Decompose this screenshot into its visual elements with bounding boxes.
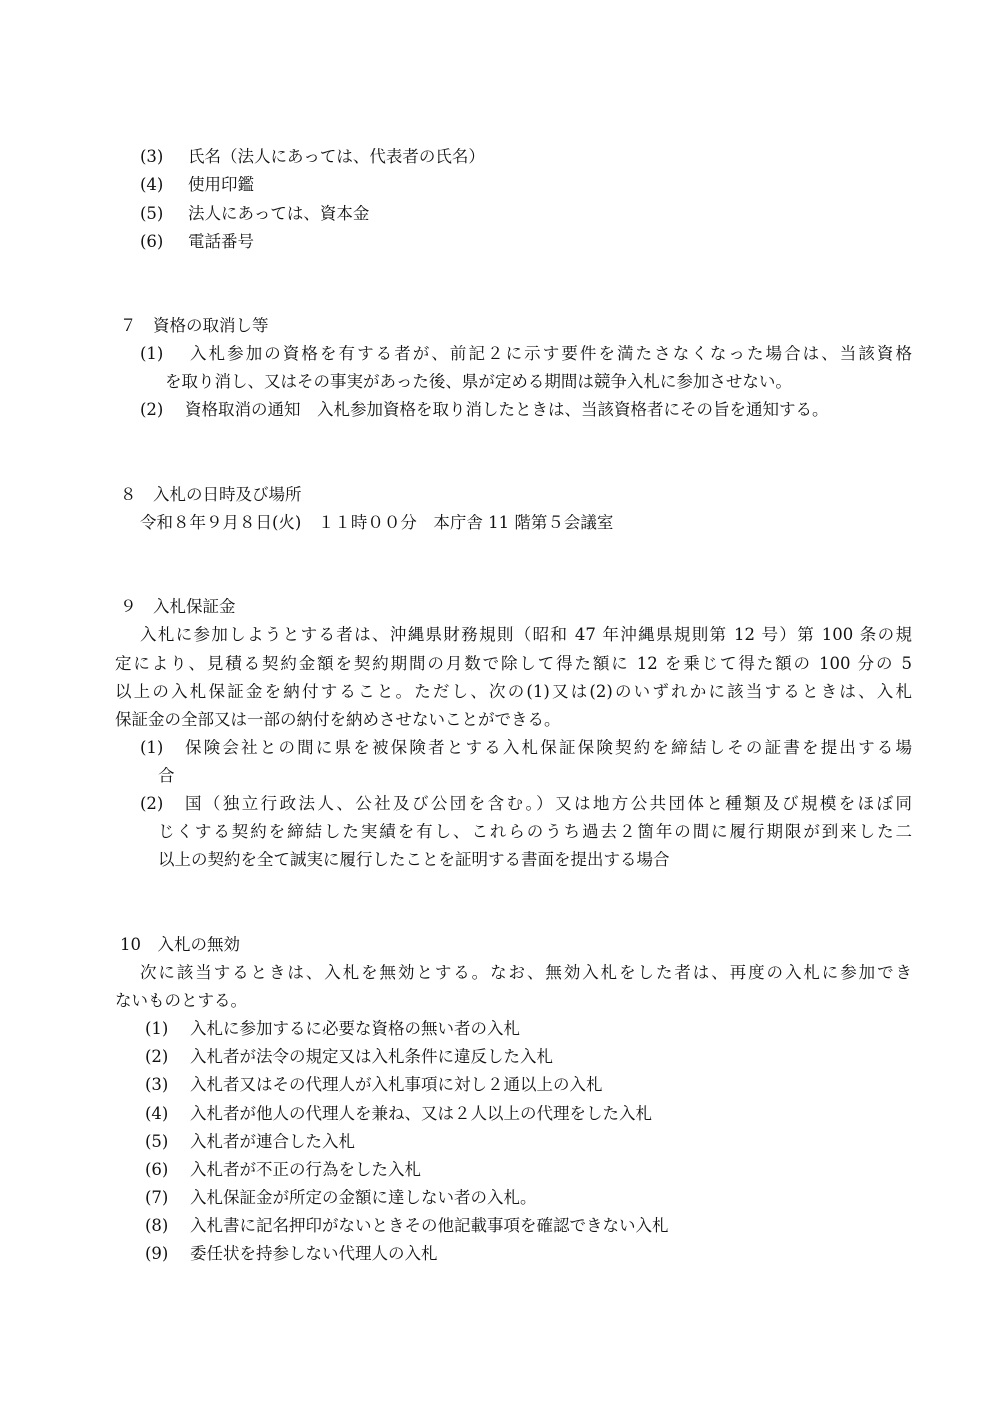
paragraph-line: 保証金の全部又は一部の納付を納めさせないことができる。 xyxy=(115,710,561,729)
item-text: 氏名（法人にあっては、代表者の氏名） xyxy=(188,147,485,166)
list-item xyxy=(140,174,254,196)
list-item-number: (1) xyxy=(140,738,164,757)
item-number: (7) xyxy=(145,1188,169,1207)
list-item xyxy=(145,1131,355,1153)
paragraph-line: 次に該当するときは、入札を無効とする。なお、無効入札をした者は、再度の入札に参加でき xyxy=(140,963,912,982)
list-item xyxy=(145,1159,421,1181)
list-item-text: 入札参加の資格を有する者が、前記２に示す要件を満たさなくなった場合は、当該資格 xyxy=(190,344,913,363)
paragraph-line: 定により、見積る契約金額を契約期間の月数で除して得た額に 12 を乗じて得た額の 100 分の 5 xyxy=(115,654,912,673)
item-number: (3) xyxy=(145,1075,169,1094)
item-number: (4) xyxy=(140,175,164,194)
list-item xyxy=(145,1215,669,1237)
list-item-text: 保険会社との間に県を被保険者とする入札保証保険契約を締結しその証書を提出する場 xyxy=(185,738,912,757)
item-text: 入札者又はその代理人が入札事項に対し２通以上の入札 xyxy=(190,1075,603,1094)
list-item xyxy=(145,1074,603,1096)
list-item-number: (2) xyxy=(140,400,164,419)
list-item-text: 国（独立行政法人、公社及び公団を含む。）又は地方公共団体と種類及び規模をほぼ同 xyxy=(185,794,912,813)
section-heading: ８ 入札の日時及び場所 xyxy=(120,485,302,504)
list-item xyxy=(140,146,485,168)
section-heading: ７ 資格の取消し等 xyxy=(120,316,269,335)
section-heading: 10 入札の無効 xyxy=(120,935,240,954)
item-text: 電話番号 xyxy=(188,232,254,251)
item-text: 入札者が法令の規定又は入札条件に違反した入札 xyxy=(190,1047,553,1066)
item-number: (3) xyxy=(140,147,164,166)
item-text: 入札に参加するに必要な資格の無い者の入札 xyxy=(190,1019,520,1038)
item-text: 入札者が連合した入札 xyxy=(190,1132,355,1151)
list-item-text: 以上の契約を全て誠実に履行したことを証明する書面を提出する場合 xyxy=(158,850,670,869)
item-text: 入札者が他人の代理人を兼ね、又は２人以上の代理をした入札 xyxy=(190,1104,652,1123)
list-item-number: (1) xyxy=(140,344,164,363)
item-text: 入札書に記名押印がないときその他記載事項を確認できない入札 xyxy=(190,1216,669,1235)
paragraph-line: 以上の入札保証金を納付すること。ただし、次の(1)又は(2)のいずれかに該当するときは、入札 xyxy=(115,682,912,701)
item-number: (4) xyxy=(145,1104,169,1123)
item-text: 使用印鑑 xyxy=(188,175,254,194)
list-item xyxy=(145,1243,438,1265)
list-item xyxy=(145,1187,537,1209)
list-item-text: 合 xyxy=(158,766,175,785)
item-text: 入札者が不正の行為をした入札 xyxy=(190,1160,421,1179)
list-item xyxy=(140,203,369,225)
list-item-text: を取り消し、又はその事実があった後、県が定める期間は競争入札に参加させない。 xyxy=(165,372,792,391)
item-text: 法人にあっては、資本金 xyxy=(188,204,370,223)
list-item xyxy=(145,1046,553,1068)
item-number: (6) xyxy=(145,1160,169,1179)
item-number: (9) xyxy=(145,1244,169,1263)
item-number: (5) xyxy=(140,204,164,223)
paragraph-line: 入札に参加しようとする者は、沖縄県財務規則（昭和 47 年沖縄県規則第 12 号）第 100 条の規 xyxy=(140,625,912,644)
list-item xyxy=(140,231,254,253)
list-item-number: (2) xyxy=(140,794,164,813)
section-heading: ９ 入札保証金 xyxy=(120,597,236,616)
item-number: (6) xyxy=(140,232,164,251)
item-text: 入札保証金が所定の金額に達しない者の入札。 xyxy=(190,1188,537,1207)
list-item-text: じくする契約を締結した実績を有し、これらのうち過去２箇年の間に履行期限が到来した二 xyxy=(158,822,912,841)
section-body: 令和８年９月８日(火) １１時００分 本庁舎 11 階第５会議室 xyxy=(140,513,614,532)
list-item xyxy=(145,1103,652,1125)
item-text: 委任状を持参しない代理人の入札 xyxy=(190,1244,438,1263)
item-number: (1) xyxy=(145,1019,169,1038)
item-number: (5) xyxy=(145,1132,169,1151)
item-number: (8) xyxy=(145,1216,169,1235)
paragraph-line: ないものとする。 xyxy=(115,991,247,1010)
list-item-text: 資格取消の通知 入札参加資格を取り消したときは、当該資格者にその旨を通知する。 xyxy=(185,400,829,419)
item-number: (2) xyxy=(145,1047,169,1066)
list-item xyxy=(145,1018,520,1040)
